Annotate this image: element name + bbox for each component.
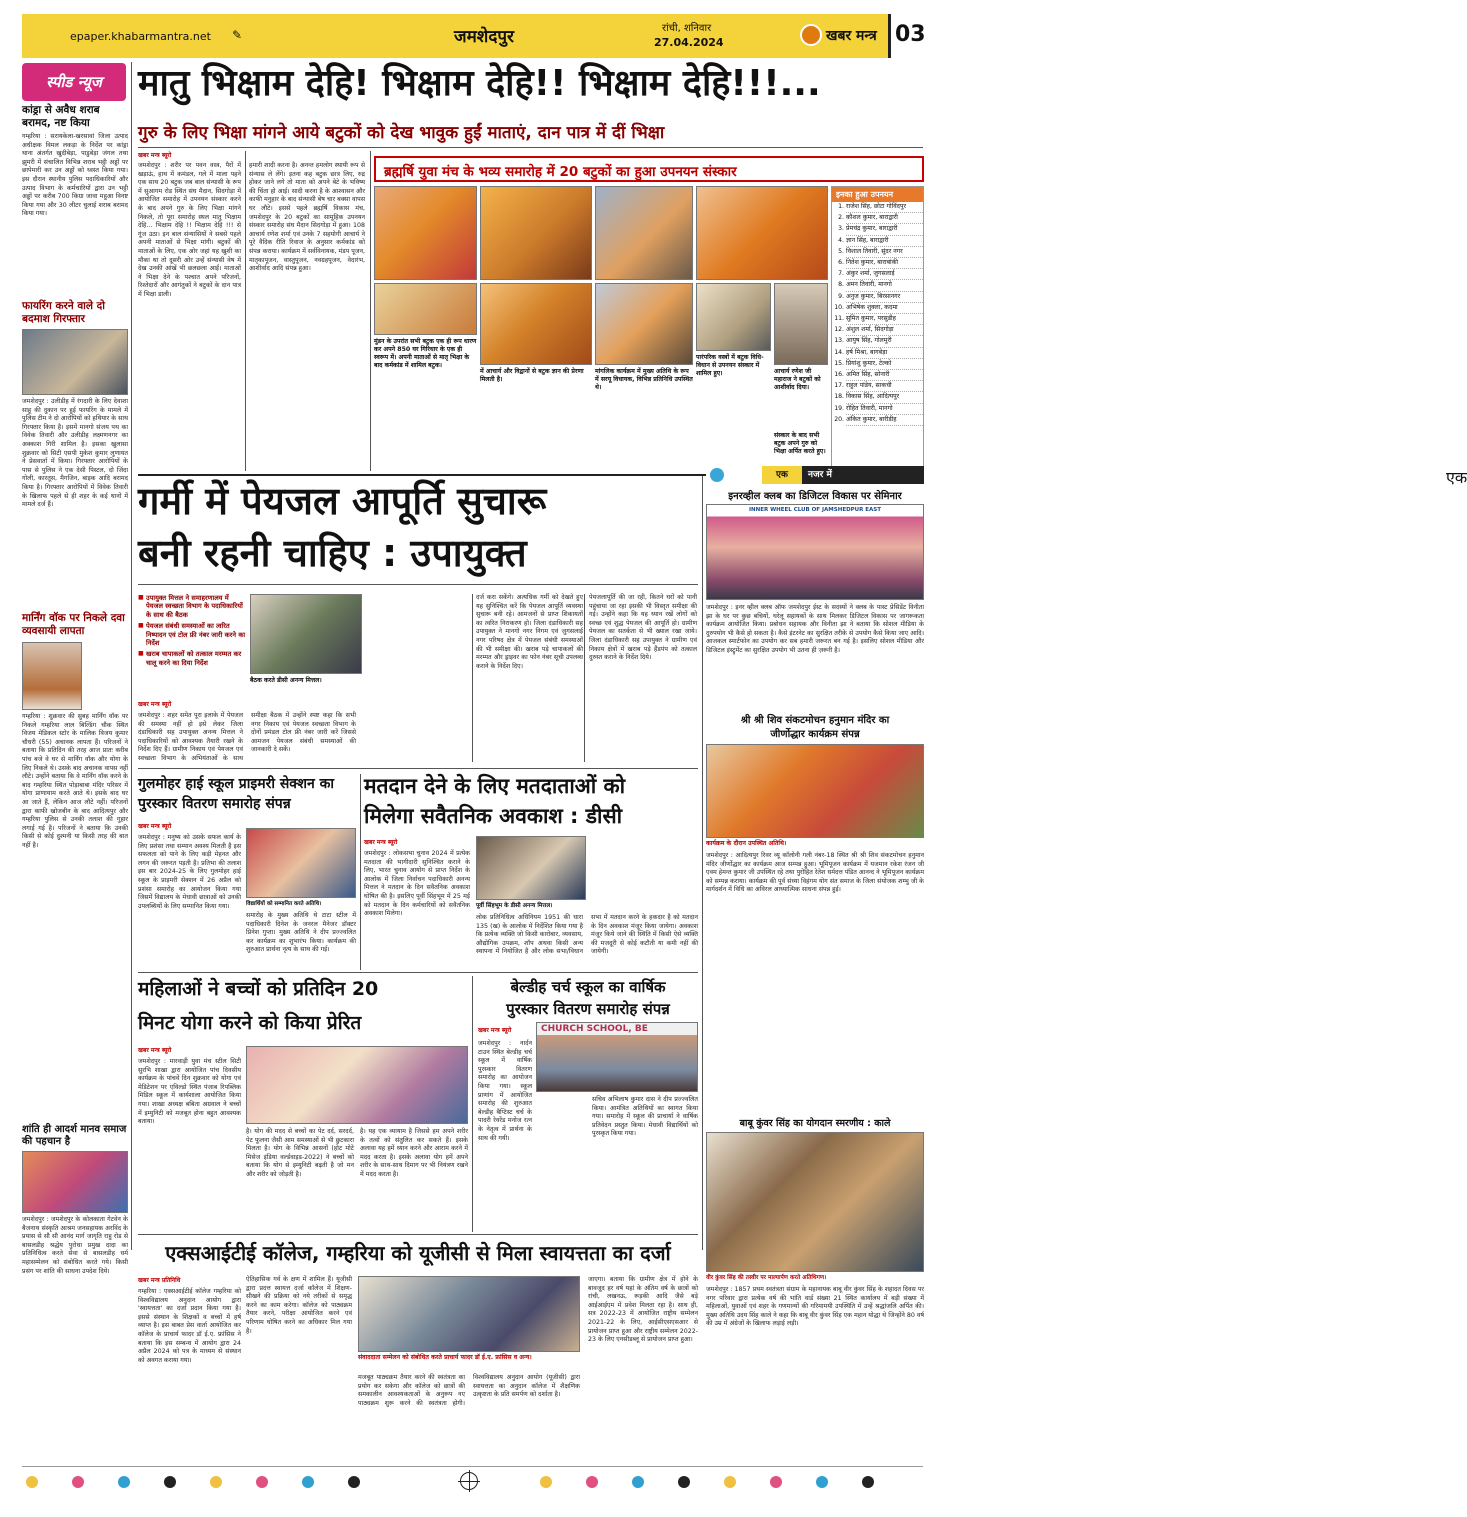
bullet-item: ■ पेयजल संबंधी समस्याओं का त्वरित निष्पादन एवं टोल फ्री नंबर जारी करने का निर्देश	[138, 622, 246, 647]
water-headline-1: गर्मी में पेयजल आपूर्ति सुचारू	[138, 479, 547, 523]
color-dot	[26, 1476, 38, 1488]
batuk-name-item: 6. नितेश कुमार, बाराबांकी	[846, 258, 923, 269]
place-day: रांची, शनिवार	[662, 23, 712, 34]
batuk-name-item: 20. अंकित कुमार, बारीडीह	[846, 415, 923, 426]
arrest-photo	[22, 329, 128, 395]
kunwar-photo-caption: वीर कुंवर सिंह की तस्वीर पर माल्यार्पण करते अतिथिगण।	[706, 1275, 827, 1281]
color-dot	[348, 1476, 360, 1488]
city-name: जमशेदपुर	[454, 27, 514, 47]
photo-caption-a: मुंडन के उपरांत सभी बटुक एक ही रूप धारण कर अपने 850 घर गिरिधार के एक ही स्वरूप में। अपनी माताओं से मातृ भिक्षा के बाद कर्मकांड में शामिल बटुक।	[374, 338, 477, 369]
temple-headline-1: श्री श्री शिव संकटमोचन हनुमान मंदिर का	[740, 715, 890, 726]
byline: खबर मन्त्र ब्यूरो	[138, 1047, 172, 1054]
water-bullets	[138, 594, 246, 682]
photo-caption-d: पारंपरिक वस्त्रों में बटुक विधि-विधान से उपनयन संस्कार में शामिल हुए।	[696, 354, 764, 377]
ashram-photo	[22, 1151, 128, 1213]
color-dot	[72, 1476, 84, 1488]
batuk-name-item: 5. विशाल तिवारी, सुंदर नगर	[846, 247, 923, 258]
top-story-subhead: गुरु के लिए भिक्षा मांगने आये बटुकों को देख भावुक हुईं माताएं, दान पात्र में दीं भिक्षा	[138, 123, 665, 143]
xlri-col1: गम्हरिया : एक्सआईटीई कॉलेज गम्हरिया को विश्वविद्यालय अनुदान आयोग द्वारा 'स्वायत्तता' का दर्जा प्रदान किया गया है। इससे संस्थान के शिक्षकों व बच्चों में हर्ष व्याप्त है। इस बाबत प्रेस वार्ता आयोजित कर कॉलेज के प्राचार्य फादर डॉ ई.ए. फ्रांसिस ने बताया कि इस सम्बन्ध में आयोग द्वारा 24 अप्रैल 2024 को पत्र के माध्यम से संस्थान को अवगत कराया गया।	[138, 1288, 241, 1364]
batuk-name-item: 10. अभिषेक शुक्ला, कदमा	[846, 303, 923, 314]
xlri-col4: जाएगा। बताया कि ग्रामीण क्षेत्र में होने के बावजूद हर वर्ष यहां के अंतिम वर्ष के छात्रों को रांची, लखनऊ, रूड़की आदि जैसे बड़े आईआईएम में प्रवेश मिलता रहा है। साथ ही, सत्र 2022-23 में आयोजित राष्ट्रीय सम्मेलन 2021-22 के लिए, आईसीएसएसआर से प्रायोजन प्राप्त हुआ और राष्ट्रीय सम्मेलन 2022-23 के लिए एनसीडब्लू से प्रायोजन प्राप्त हुआ।	[588, 1276, 698, 1344]
inner-wheel-body: जमशेदपुर : इनर व्हील क्लब ऑफ जमशेदपुर ईस्ट के सदस्यों ने क्लब के पास्ट प्रेसिडेंट विनीता झा के घर पर कुछ बचियों, घरेलू सहायकों के साथ मिलकर डिजिटल विकास पर जागरूकता कार्यक्रम आयोजित किया। प्रबोधन सहायक और विनीता झा ने बताया कि सोशल मीडिया के दुरुपयोग भी कैसे हो सकता है। कैसे इंटरनेट का सुरक्षित तरीके से उपयोग कैसे किया जाए आदि। आजकल स्मार्टफोन का उपयोग कर सब हमारी जरूरत बन गई है। इसलिए सोशल मीडिया और डिजिटल इंस्ट्रुमेंट का सुरक्षित उपयोग भी उतना ही ज़रूरी है।	[706, 604, 924, 654]
photo-caption-f: संस्कार के बाद सभी बटुक अपने गुरु को भिक्षा अर्पित करते हुए।	[774, 432, 826, 455]
batuk-list	[831, 186, 924, 476]
color-dot	[862, 1476, 874, 1488]
registration-mark-icon	[460, 1472, 478, 1490]
site-url[interactable]: epaper.khabarmantra.net	[70, 30, 211, 43]
batuk-photo-h	[696, 283, 771, 351]
batuk-name-item: 19. रोहित तिवारी, मानगो	[846, 404, 923, 415]
byline: खबर मन्त्र ब्यूरो	[138, 823, 172, 830]
batuk-name-item: 1. राजेश सिंह, छोटा गोविंदपुर	[846, 202, 923, 213]
dc-meeting-photo	[250, 594, 362, 674]
issue-date: 27.04.2024	[654, 36, 724, 49]
batuk-name-item: 16. अमित सिंह, सोनारी	[846, 370, 923, 381]
footer-dots-right	[540, 1474, 920, 1490]
church-col1: जमशेदपुर : नार्दन टाउन स्थित बेल्डीह चर्च स्कूल में वार्षिक पुरस्कार वितरण समारोह का आयोजन किया गया। स्कूल प्राणांग में आयोजित समारोह की शुरुआत बेल्डीह बैप्टिस्ट चर्च के पादरी रेवरेंड मनोज रत्न के नेतृत्व में प्रार्थना के साथ की गयी।	[478, 1040, 532, 1142]
batuk-photo-i	[774, 283, 828, 365]
batuk-name-list	[832, 202, 923, 426]
color-dot	[302, 1476, 314, 1488]
top-story-col2: हमारी शादी करना है। अनन्त हमलोग स्थायी रूप से संन्यास ले लेंगे। इतना कह बटुक छात्र लिए, रुद्र होकर जाने लगे तो माता को अपने बेटे के भविष्य की चिंता हो आई। सादी करना है के आश्वासन और काफी मनुहार के बाद संन्यासी बेष चार बक्सा वापस घर लौटे। इससे पहले ब्रह्मर्षि विकास मंच, जमशेदपुर के 20 बटुकों का सामूहिक उपनयन संस्कार समारोह संघ मैदान सिदगोड़ा में हुआ। 108 आचार्य रणेश शर्मा एवं उनके 7 सहयोगी आचार्य ने पूरे वैदिक रीति रिवाज के अनुसार कर्मकांड को संपन्न कराया। कार्यक्रम में सर्वविनायक, मंडप पूजन, मातृकापूजन, वास्तुपूजन, नवग्रहपूजन, वेदारंभ, आशीर्वाद आदि संपन्न हुआ।	[249, 162, 365, 273]
color-dot	[770, 1476, 782, 1488]
dc-portrait-photo	[476, 836, 586, 900]
footer-dots-left	[26, 1474, 406, 1490]
batuk-name-item: 15. प्रियांशु कुमार, टेल्को	[846, 359, 923, 370]
batuk-name-item: 13. आयुष सिंह, गोलमुरी	[846, 336, 923, 347]
cursor-icon: ✎	[232, 28, 243, 42]
church-photo	[536, 1022, 698, 1092]
batuk-name-item: 2. कौशल कुमार, बाराद्वारी	[846, 213, 923, 224]
xlri-photo-caption: संवाददाता सम्मेलन को संबोधित करते प्राचार्य फादर डॉ ई.ए. फ्रांसिस व अन्य।	[358, 1354, 532, 1361]
water-col1: जमशेदपुर : शहर समेत पूरा इलाके में पेयजल की समस्या नहीं हो इसे लेकर जिला दंडाधिकारी सह उपायुक्त अनन्य मित्तल ने पदाधिकारियों को आवश्यक तैयारी रखने के निर्देश दिए हैं। ग्रामीण निकाय एवं पेयजल एवं स्वच्छता विभाग के अभियंताओं के साथ समीक्षा बैठक में उन्होंने स्पष्ट कहा कि सभी नगर निकाय एवं पेयजल स्वच्छता विभाग के दोनों प्रमंडल टोल फ्री नंबर जारी करें जिससे आमजन पेयजल संबंधी समस्याओं की जानकारी दे सकें।	[138, 712, 356, 762]
story-title: फायरिंग करने वाले दो बदमाश गिरफ्तार	[22, 300, 105, 325]
batuk-name-item: 11. सुमित कुमार, परसुडीह	[846, 314, 923, 325]
batuk-photo-d	[696, 186, 828, 280]
temple-headline-2: जीर्णोद्धार कार्यक्रम संपन्न	[770, 729, 860, 740]
story-body: जमशेदपुर : उलीडीह में रंगदारी के लिए देवाशा साहू की दुकान पर हुई फायरिंग के मामले में पुलिस टीम ने दो आरोपियों को हथियार के साथ गिरफ्तार किया है। इसमें मानगो संजय पथ का विवेक तिवारी और उलीडीह लक्ष्मणनगर का अक्काश गिरी शामिल है। इसका खुलासा शुक्रवार को सिटी एसपी मुकेश कुमार लुणायत ने प्रेसवार्ता में किया। गिरफ्तार आरोपियों के पास से पुलिस ने एक देसी पिस्टल, दो जिंदा गोली, कारतूस, मैगजिन, बाइक आदि बरामद किया है। गिरफ्तार आरोपियों में विवेक तिवारी के खिलाफ पहले से ही शहर के कई थानों में मामले दर्ज हैं।	[22, 398, 128, 509]
byline: खबर मन्त्र प्रतिनिधि	[138, 1277, 181, 1284]
byline: खबर मन्त्र ब्यूरो	[364, 839, 398, 846]
water-headline-2: बनी रहनी चाहिए : उपायुक्त	[138, 531, 527, 575]
gulmohar-col1: जमशेदपुर : मनुष्य को उसके सफल कार्य के लिए प्रशंसा तथा सम्मान अवश्य मिलती है इस सफलता को पाने के लिए कड़ी मेहनत और लगन की जरूरत पड़ती है। प्रतिभा की तलाश इस बार 2024-25 के लिए गुलमोहर हाई स्कूल के प्राइमरी सेक्शन में 26 अप्रैल को प्रशंसा समारोह का आयोजन किया गया जिसमें विद्यालय के मेधावी छात्राओं को उनकी उपलब्धियों के लिए सम्मानित किया गया।	[138, 834, 241, 910]
xlri-photo	[358, 1276, 580, 1352]
ek-tag-text: एक	[776, 470, 788, 480]
batuk-list-title: इनका हुआ उपनयन	[832, 187, 923, 202]
water-col3: पेयजलापूर्ति की जा रही, कितने घरों को पानी पहुंचाया जा रहा इसकी भी विस्तृत समीक्षा की गई। उन्होंने कहा कि यह ध्यान रखें लोगों को स्वच्छ एवं शुद्ध पेयजल की आपूर्ति हो। ग्रामीण पेयजल का सतर्कता से भी ख्याल रखा जाये। जिला दंडाधिकारी सह उपायुक्त ने ग्रामीण एवं निकाय क्षेत्रों में खराब पड़े हैंडपंप को तत्काल दुरुस्त कराने के निर्देश दिये।	[589, 594, 697, 662]
yoga-headline-2: मिनट योगा करने को किया प्रेरित	[138, 1012, 362, 1034]
brand-name: खबर मन्त्र	[826, 28, 877, 44]
banner-text: ब्रह्मर्षि युवा मंच के भव्य समारोह में 20 बटुकों का हुआ उपनयन संस्कार	[384, 164, 737, 180]
page-number-text: 03	[895, 22, 926, 47]
yoga-headline-1: महिलाओं ने बच्चों को प्रतिदिन 20	[138, 978, 379, 1000]
color-dot	[678, 1476, 690, 1488]
color-dot	[632, 1476, 644, 1488]
speed-news-badge	[22, 63, 126, 101]
dc-portrait-caption: पूर्वी सिंहभूम के डीसी अनन्य मित्तल।	[476, 903, 553, 909]
church-sign: CHURCH SCHOOL, BE	[541, 1024, 648, 1034]
water-col1b	[364, 594, 474, 764]
temple-photo-caption: कार्यक्रम के दौरान उपस्थित अतिथि।	[706, 840, 787, 847]
dc-meeting-caption: बैठक करते डीसी अनन्य मित्तल।	[250, 677, 322, 684]
yoga-col1: जमशेदपुर : मारवाड़ी युवा मंच स्टील सिटी सुरभि शाखा द्वारा आयोजित पांच दिवसीय कार्यक्रम के पांचवें दिन शुक्रवार को योगा एवं मेडिटेशन पर एविल्डो स्थित पंजाब रिपब्लिक मिडिल स्कूल में कार्यशाला आयोजित किया गया। शाखा अध्यक्ष बबिता अग्रवाल ने बच्चों में इम्युनिटी को मजबूत होना बहुत आवश्यक बताया।	[138, 1058, 241, 1126]
batuk-name-item: 12. अंशुल शर्मा, सिदगोड़ा	[846, 325, 923, 336]
church-col1b	[536, 1096, 588, 1230]
story-title: मार्निंग वॉक पर निकले दवा व्यवसायी लापता	[22, 612, 125, 637]
batuk-photo-b	[480, 186, 592, 280]
story-body: गम्हरिया : शुक्रवार की सुबह मार्निंग वॉक पर निकले गम्हरिया लाल बिल्डिंग चौक स्थित विजय मेडिकल स्टोर के मालिक विजय कुमार चौधरी (55) अचानक लापता हैं। परिजनों ने बताया कि प्रतिदिन की तरह आज प्रातः करीब पांच बजे वे घर से मार्निंग वॉक और योगा के लिए निकले थे। उसके बाद अचानक वापस नहीं लौटे। उन्होंने बताया कि वे मार्निंग वॉक करने के बाद गम्हरिया स्थित पोड़ाबाबा मंदिर परिसर में योगा प्राणायाम करते आते थे। इसके बाद घर आ जाते हैं, लेकिन आज लौटे नहीं। परिजनों द्वारा काफी खोजबीन के बाद आदित्यपुर और गम्हरिया पुलिस से उनकी तलाश की गुहार लगाई गई है। परिजनों ने बताया कि उनकी किसी से कोई दुश्मनी या किसी तरह की बात नहीं है।	[22, 713, 128, 849]
batuk-name-item: 17. राहुल पांडेय, साकची	[846, 381, 923, 392]
speed-story-4	[22, 1124, 128, 1396]
inner-wheel-headline: इनरव्हील क्लब का डिजिटल विकास पर सेमिनार	[728, 491, 902, 502]
ek-box	[762, 466, 802, 484]
voting-col3	[590, 836, 698, 912]
xlri-headline: एक्सआईटीई कॉलेज, गम्हरिया को यूजीसी से मिला स्वायत्तता का दर्जा	[165, 1241, 671, 1265]
batuk-photo-g	[595, 283, 693, 365]
speed-story-3	[22, 612, 128, 1103]
brand-logo-icon	[800, 24, 822, 46]
photo-caption-c: मांगलिक कार्यक्रम में मुख्य अतिथि के रूप में सरयू विधायक, विभिन्न प्रतिनिधि उपस्थित थे।	[595, 368, 693, 391]
batuk-photo-a	[374, 186, 477, 280]
photo-caption-e: आचार्य रणेश जी महाराज ने बटुकों को आशीर्वाद दिया।	[774, 368, 821, 391]
voting-col1: जमशेदपुर : लोकसभा चुनाव 2024 में प्रत्येक मतदाता की भागीदारी सुनिश्चित कराने के लिए, भारत चुनाव आयोग से प्राप्त निर्देश के आलोक में जिला निर्वाचन पदाधिकारी अनन्य मित्तल ने मतदान के दिन सवैतनिक अवकाश घोषित की है। इसलिए पूर्वी सिंहभूम में 25 मई को मतदान के दिन कर्मचारियों को सवैतनिक अवकाश मिलेगा।	[364, 850, 470, 918]
byline: खबर मन्त्र ब्यूरो	[138, 701, 172, 708]
ek-tag: एक	[1446, 468, 1467, 487]
portrait-photo	[22, 642, 82, 710]
batuk-photo-c	[595, 186, 693, 280]
page-number	[888, 14, 926, 58]
ek-nazar-tag	[706, 466, 1467, 487]
yoga-photo	[246, 1046, 468, 1124]
gulmohar-headline: गुलमोहर हाई स्कूल प्राइमरी सेक्शन का पुरस्कार वितरण समारोह संपन्न	[138, 776, 335, 812]
church-headline-2: पुरस्कार वितरण समारोह संपन्न	[506, 1000, 670, 1018]
bullet-item: ■ उपायुक्त मित्तल ने समाहरणालय में पेयजल स्वच्छता विभाग के पदाधिकारियों के साथ की बैठक	[138, 594, 246, 619]
gulmohar-photo-caption: विद्यार्थियों को सम्मानित करते अतिथि।	[246, 901, 322, 907]
temple-photo	[706, 744, 924, 838]
yoga-col2: है। योग की मदद से बच्चों का पेट दर्द, सरदर्द, पेट फूलना जैसी आम समस्याओं से भी छुटकारा मिलता है। योग के विभिन्न आसनों (होट मोटे मिसेज इंडिया वर्ल्डवाइड-2022) ने बच्चों को बताया कि योग से इम्युनिटी बढ़ती है जो मन और शरीर को जोड़ती है।	[246, 1128, 354, 1178]
batuk-name-item: 18. विकास सिंह, आदित्यपुर	[846, 392, 923, 403]
color-dot	[256, 1476, 268, 1488]
ek-nazar-icon	[710, 468, 724, 482]
top-story-banner	[374, 156, 924, 182]
story-title: शांति ही आदर्श मानव समाज की पहचान है	[22, 1124, 127, 1147]
speed-news-label: स्पीड न्यूज	[46, 73, 102, 91]
batuk-name-item: 14. हर्ष मिश्रा, बागबेड़ा	[846, 348, 923, 359]
voting-col2: लोक प्रतिनिधित्व अधिनियम 1951 की धारा 135 (ख) के आलोक में निर्देशित किया गया है कि प्रत्येक व्यक्ति जो किसी कारोबार, व्यवसाय, औद्योगिक उपक्रम, शॉप अथवा किसी अन्य स्थापना में नियोजित है और लोक सभा/विधान सभा में मतदान करने के हकदार है को मतदान के दिन अवकाश मंजूर किया जायेगा। अवकाश मंजूर किये जाने की स्थिति में किसी ऐसे व्यक्ति की मजदूरी से कोई कटौती या कमी नहीं की जायेगी।	[476, 914, 698, 956]
inner-wheel-sign: INNER WHEEL CLUB OF JAMSHEDPUR EAST	[748, 507, 882, 513]
color-dot	[586, 1476, 598, 1488]
batuk-name-item: 7. अंकुर शर्मा, जुगसलाई	[846, 269, 923, 280]
gulmohar-photo	[246, 828, 356, 898]
xlri-col3: मजबूत पाठ्यक्रम तैयार करने की स्वतंत्रता का प्रयोग कर सकेगा और कॉलेज को छात्रों की समकालीन आवश्यकताओं के अनुरूप नए पाठ्यक्रम शुरू करने की स्वतंत्रता होगी। विश्वविद्यालय अनुदान आयोग (यूजीसी) द्वारा स्वायत्तता का अनुदान कॉलेज में शैक्षणिक उत्कृष्टता के प्रति समर्पण को दर्शाता है।	[358, 1374, 580, 1407]
batuk-name-item: 3. प्रेमचंद्र कुमार, बाराद्वारी	[846, 224, 923, 235]
speed-story-2	[22, 300, 128, 598]
batuk-name-item: 4. ज्ञान सिंह, बाराद्वारी	[846, 236, 923, 247]
water-col2: दर्ज करा सकेंगे। अत्यधिक गर्मी को देखते हुए यह सुनिश्चित करें कि पेयजल आपूर्ति व्यवस्था सुचारू बनी रहे। आमजनों से प्राप्त शिकायतों का त्वरित निराकरण हो। जिला दंडाधिकारी सह उपायुक्त ने मानगो नगर निगम एवं जुगसलाई नगर परिषद क्षेत्र में पेयजल संबंधी समस्याओं की भी समीक्षा की। खराब पड़े चापाकलों की मरम्मत और ड्राइवर का फोन नंबर सूची उपलब्ध कराने के निर्देश दिए।	[476, 594, 583, 670]
batuk-name-item: 9. अनुज कुमार, बिरसानगर	[846, 292, 923, 303]
byline: खबर मन्त्र ब्यूरो	[138, 152, 172, 159]
top-story-col1: जमशेदपुर : शरीर पर पवन वस्त्र, पैरों में खड़ाऊं, हाथ में कमंडल, गले में माला पहने एक साथ 20 बटुक जब बाल संन्यासी के रूप में सुआगम रोड स्थित संघ मैदान, सिदगोड़ा में आयोजित समारोह में उपनयन संस्कार करने के बाद अपने गुरु के लिए भिक्षा मांगने निकले, तो पूरा समारोह स्थल मातु भिक्षाम देहि... भिक्षाम देहि !! भिक्षाम देहि !!! से गूंज उठा। इन बाल संन्यासियों ने सबसे पहले अपनी माताओं से भिक्षा मांगी। बटुकों की माताओं के लिए, एक ओर जहां यह खुशी का मौका था तो दूसरी ओर उन्हें संन्यासी वेष में देख उनकी आंखें भी छलछला आईं। माताओं ने भिक्षा देने के पश्चात अपने परिजनों, रिश्तेदारों और आगंतुकों ने बटुकों के दान पात्र में भिक्षा डाली।	[138, 162, 241, 298]
kunwar-photo	[706, 1132, 924, 1272]
masthead	[22, 14, 926, 58]
color-dot	[724, 1476, 736, 1488]
story-body: गम्हरिया : सरायकेला-खरसावां जिला उत्पाद अधीक्षक विमल लकड़ा के निर्देश पर कांड्रा थाना अंतर्गत खुदीबेड़ा, पाडुबेड़ा जंगल तथा झुमरी में संचालित विभिन्न शराब भट्ठी अड्डों पर छापेमारी कर उन अड्डों को ध्वस्त किया गया। इस दौरान स्थानीय पुलिस पदाधिकारियों और उत्पाद विभाग के कर्मचारियों द्वारा उन भट्ठी अड्डों पर करीब 700 किग्रा जावा महुआ विनष्ट किया गया और 30 लीटर चुलाई शराब बरामद किया गया।	[22, 133, 128, 218]
story-body: जमशेदपुर : जमशेदपुर के कोलकाता गेटवेन के बैजनाथ संस्कृति आश्रम जनसहायक अरविंद के प्रयास से सौ सौ आनंद मार्ग जागृति राहु रोड से बासलडीह श्रद्धेय पुरोधा प्रमुख दादा का प्रतिनिधित्व करते सेवा से बासलडीह धर्म महासम्मेलन को संबोधित करते गये। किसी प्रसंग पर शांति की साधना उपदेश दिये।	[22, 1216, 128, 1275]
temple-body: जमशेदपुर : आदित्यपुर रिवर व्यू कॉलोनी गली नंबर-18 स्थित श्री श्री शिव संकटमोचन हनुमान मंदिर जीर्णोद्धार का कार्यक्रम आज सम्पन्न हुआ। भूमिपूजन कार्यक्रम में यजमान रकेश रंजन जी एवम हेमन्त कुमार जी उपस्थित रहे तथा पुरोहित रेतेश धर्मदत्त पंडित आनन्द ने भूमिपूजन कार्यक्रम को सम्पन्न कराया। कार्यक्रम की पूर्व संध्या विहंगम योग संत समाज के जिला संयोजक शम्भु जी के मार्गदर्शन में विधि का अविरल आध्यात्मिक साधना संपन्न हुई।	[706, 852, 924, 894]
bullet-item: ■ खराब चापाकलों को तत्काल मरम्मत कर चालू करने का दिया निर्देश	[138, 650, 246, 667]
top-story-headline: मातु भिक्षाम देहि! भिक्षाम देहि!! भिक्षाम देहि!!!...	[138, 63, 821, 104]
voting-headline-2: मिलेगा सवैतनिक अवकाश : डीसी	[364, 804, 623, 828]
church-headline-1: बेल्डीह चर्च स्कूल का वार्षिक	[510, 978, 666, 996]
xlri-col2: ऐतिहासिक गर्व के क्षण में शामिल हैं। यूजीसी द्वारा प्रदत्त स्वायत्त दर्जा कॉलेज में शिक्षण-सीखने की प्रक्रिया को नये तरीकों से समृद्ध करने का काम करेगा। कॉलेज को पाठ्यक्रम तैयार करने, परीक्षा आयोजित करने एवं परिणाम घोषित करने का अधिकार मिल गया है।	[246, 1276, 352, 1335]
byline: खबर मन्त्र ब्यूरो	[478, 1027, 512, 1034]
story-title: कांड्रा से अवैध शराब बरामद, नष्ट किया	[22, 104, 100, 129]
church-col2: सचिव अभिलाष कुमार दास ने दीप प्रज्ज्वलित किया। आमंत्रित अतिथियों का स्वागत किया गया। समारोह में स्कूल की प्राचार्या ने वार्षिक प्रतिवेदन प्रस्तुत किया। मेधावी विद्यार्थियों को पुरस्कृत किया गया।	[592, 1096, 698, 1138]
yoga-col3: है। यह एक व्यायाम है जिससे हम अपने शरीर के तत्वों को संतुलित कर सकते हैं। इसके अलावा यह हमें ध्यान करने और आराम करने में मदद करता है। इसके अलावा योग हमें अपने शरीर के साथ-साथ दिमाग पर भी नियंत्रण रखने में मदद करता है।	[360, 1128, 468, 1178]
kunwar-body: जमशेदपुर : 1857 प्रथम स्वतंत्रता संग्राम के महानायक बाबू वीर कुंवर सिंह के शहादत दिवस पर नगर परिवार द्वारा प्रत्येक वर्ष की भांति वार्ड संख्या 21 स्थित कार्यालय में बड़ी संख्या में महिलाओं, युवाओं एवं शहर के गणमान्यों की गरिमामयी उपस्थिति में उन्हें श्रद्धांजलि अर्पित की। मुख्य अतिथि उदय सिंह काले ने कहा कि बाबू वीर कुंवर सिंह एक महान योद्धा थे जिन्होंने 80 वर्ष की उम्र में अंग्रेजों के खिलाफ लड़ाई लड़ी।	[706, 1286, 925, 1328]
batuk-photo-f	[480, 283, 592, 365]
photo-caption-b: में आचार्य और विद्वानों से बटुक ज्ञान की प्रेरणा मिलती है।	[480, 368, 584, 383]
nazar-title: नजर में	[802, 466, 924, 484]
kunwar-headline: बाबू कुंवर सिंह का योगदान स्मरणीय : काले	[739, 1118, 891, 1129]
color-dot	[816, 1476, 828, 1488]
gulmohar-col2: समारोह के मुख्य अतिथि थे टाटा स्टील में पदाधिकारी दिनेश के जनरल मैनेजर डॉक्टर प्रिनेश गुप्ता। मुख्य अतिथि ने दीप प्रज्ज्वलित कर कार्यक्रम का शुभारंभ किया। कार्यक्रम की शुरुआत प्रार्थना नृत्य के साथ की गई।	[246, 912, 356, 954]
speed-story-1	[22, 104, 128, 285]
voting-headline-1: मतदान देने के लिए मतदाताओं को	[364, 774, 626, 798]
color-dot	[540, 1476, 552, 1488]
color-dot	[210, 1476, 222, 1488]
color-dot	[118, 1476, 130, 1488]
inner-wheel-photo	[706, 504, 924, 600]
batuk-photo-e	[374, 283, 477, 335]
batuk-name-item: 8. अमन तिवारी, मानगो	[846, 280, 923, 291]
color-dot	[164, 1476, 176, 1488]
